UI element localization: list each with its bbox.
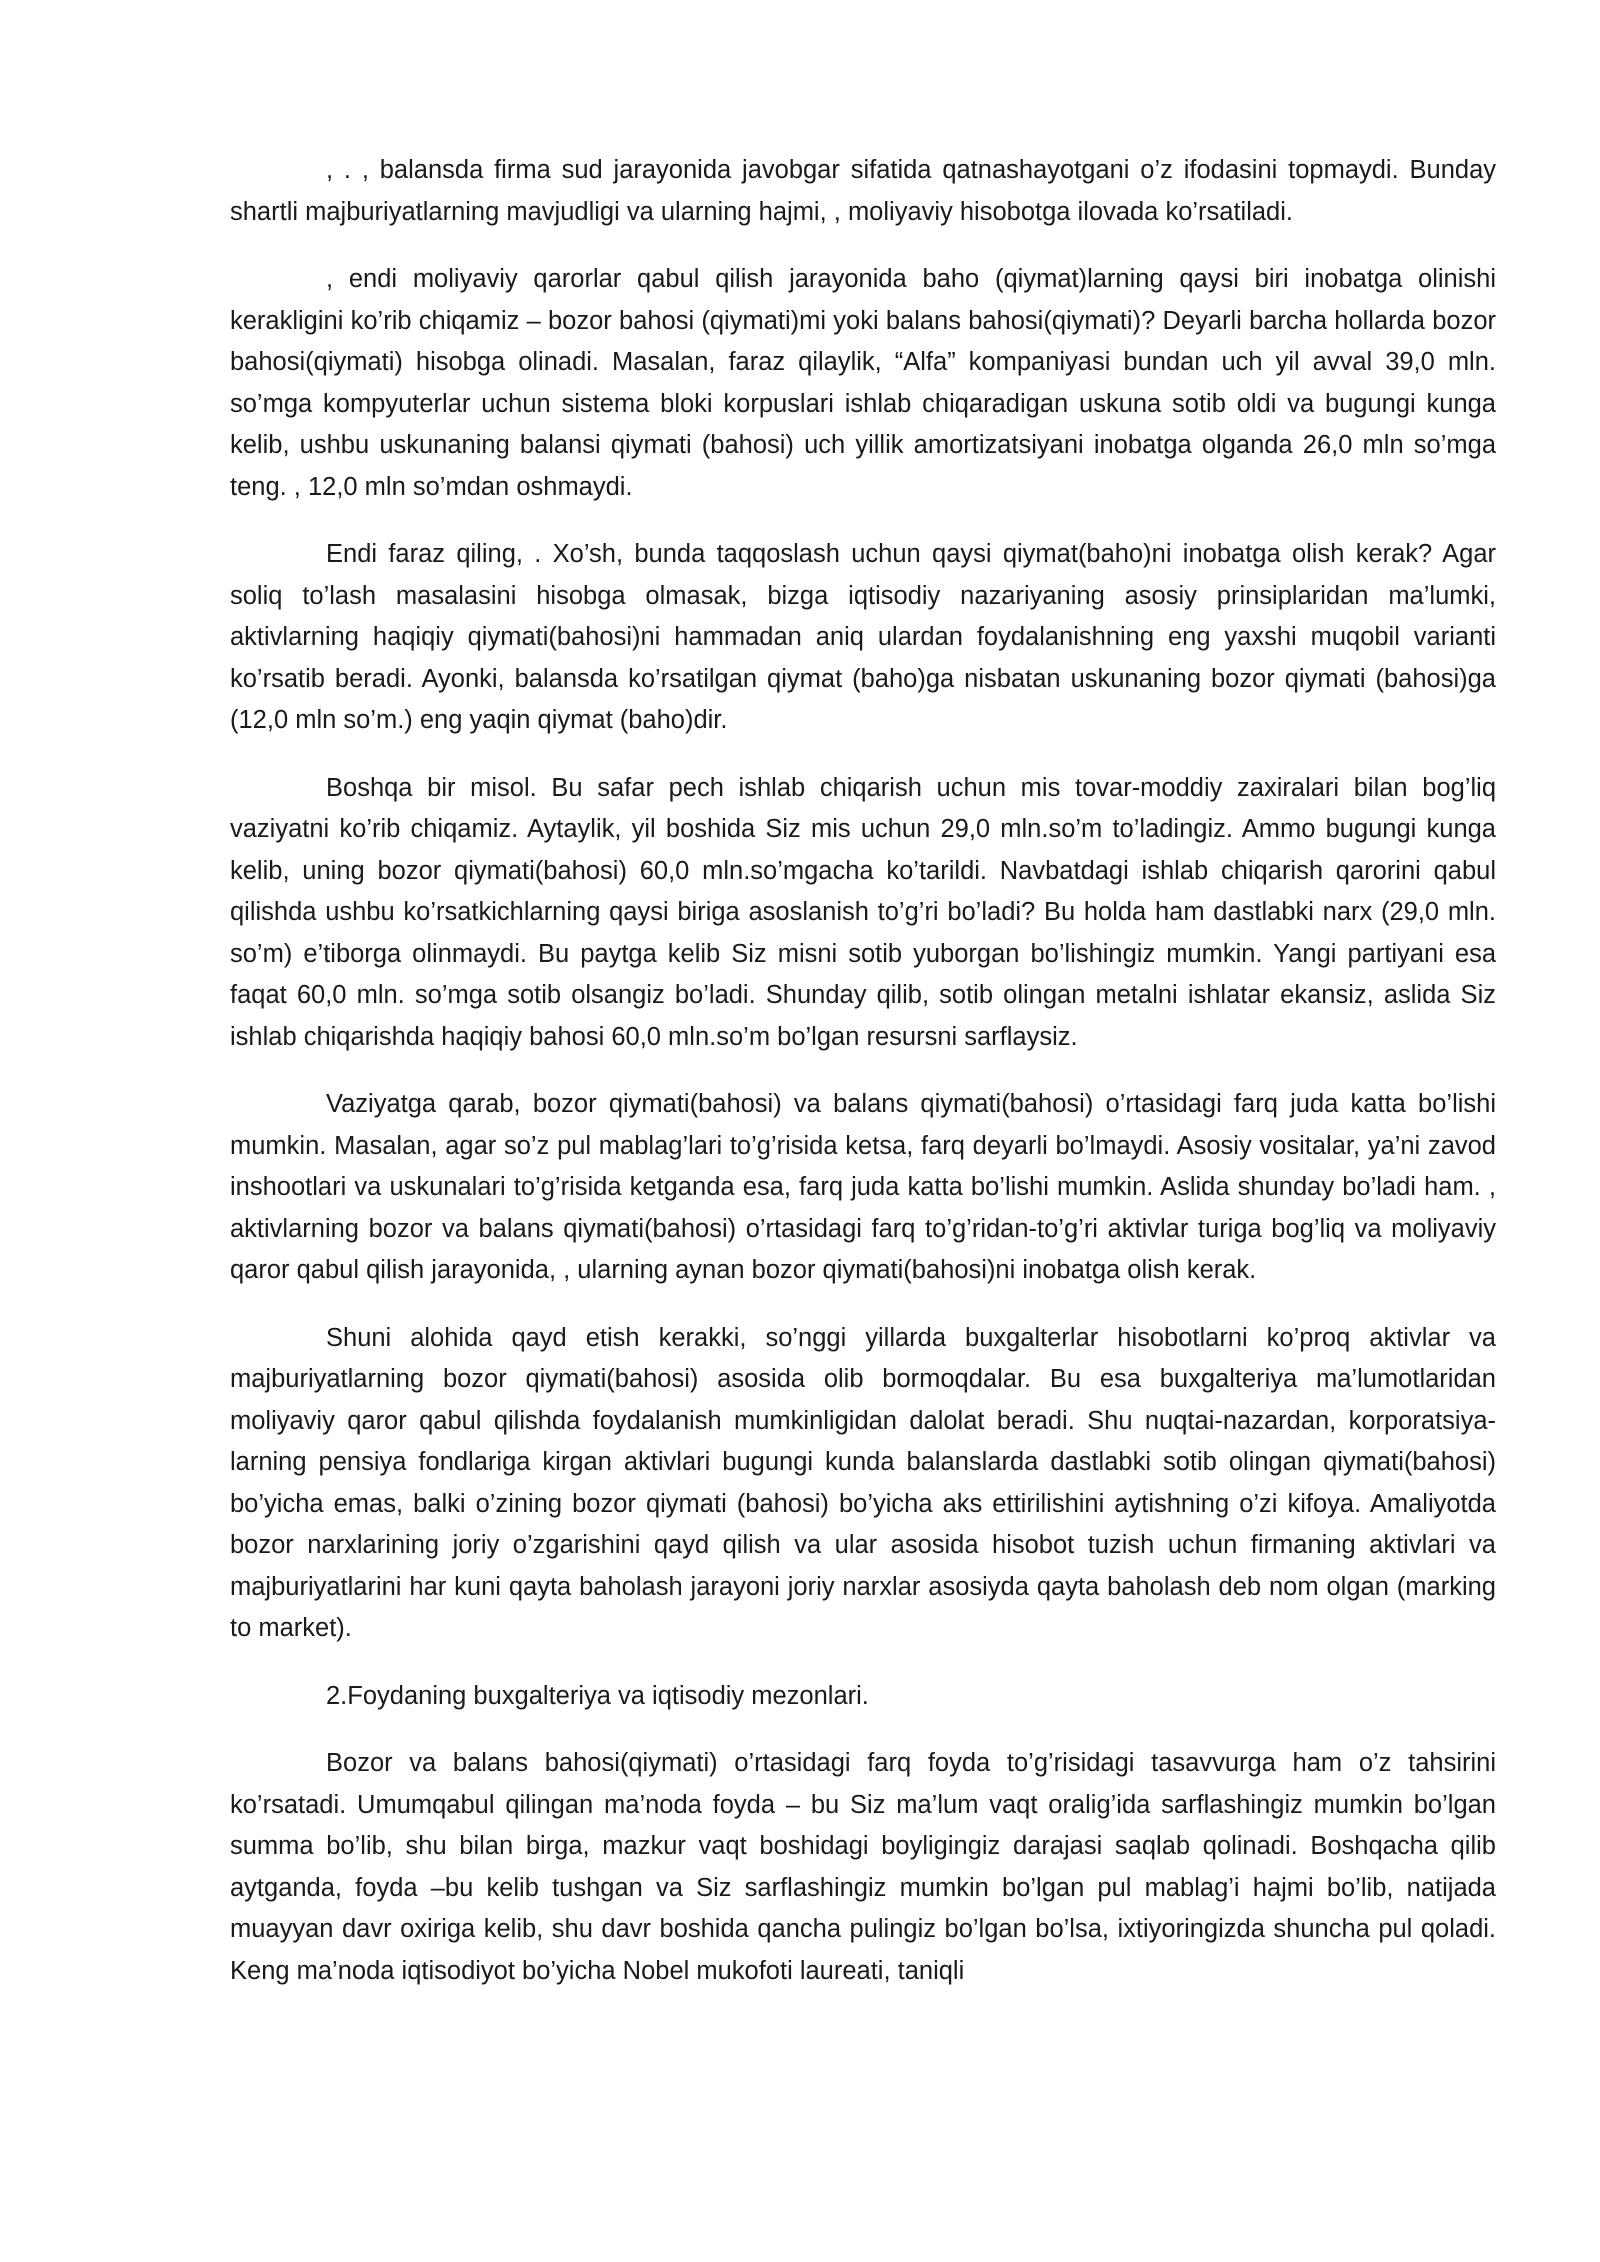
paragraph-6: Shuni alohida qayd etish kerakki, so’nggi yillarda buxgalterlar hisobotlarni ko’proq aktivlar va majburiyatlarning bozor qiymati(bahosi) asosida olib bormoqdalar. Bu esa buxgalteriya ma’lumotlaridan moliyaviy qaror qabul qilishda foydalanish mumkinligidan dalolat beradi. Shu nuqtai-nazardan, korporatsiya-larning pensiya fondlariga kirgan aktivlari bugungi kunda balanslarda dastlabki sotib olingan qiymati(bahosi) bo’yicha emas, balki o’zining bozor qiymati (bahosi) bo’yicha aks ettirilishini aytishning o’zi kifoya. Amaliyotda bozor narxlarining joriy o’zgarishini qayd qilish va ular asosida hisobot tuzish uchun firmaning aktivlari va majburiyatlarini har kuni qayta baholash jarayoni joriy narxlar asosiyda qayta baholash deb nom olgan (marking to market). <box>230 1323 1496 1642</box>
paragraph-final: Bozor va balans bahosi(qiymati) o’rtasidagi farq foyda to’g’risidagi tasavvurga ham o’z tahsirini ko’rsatadi. Umumqabul qilingan ma’noda foyda – bu Siz ma’lum vaqt oralig’ida sarflashingiz mumkin bo’lgan summa bo’lib, shu bilan birga, mazkur vaqt boshidagi boyligingiz darajasi saqlab qolinadi. Boshqacha qilib aytganda, foyda –bu kelib tushgan va Siz sarflashingiz mumkin bo’lgan pul mablag’i hajmi bo’lib, natijada muayyan davr oxiriga kelib, shu davr boshida qancha pulingiz bo’lgan bo’lsa, ixtiyoringizda shuncha pul qoladi. Keng ma’noda iqtisodiyot bo’yicha Nobel mukofoti laureati, taniqli <box>230 1749 1496 1985</box>
document-page <box>230 150 1496 2018</box>
paragraph-5: Vaziyatga qarab, bozor qiymati(bahosi) va balans qiymati(bahosi) o’rtasidagi farq juda katta bo’lishi mumkin. Masalan, agar so’z pul mablag’lari to’g’risida ketsa, farq deyarli bo’lmaydi. Asosiy vositalar, ya’ni zavod inshootlari va uskunalari to’g’risida ketganda esa, farq juda katta bo’lishi mumkin. Aslida shunday bo’ladi ham. , aktivlarning bozor va balans qiymati(bahosi) o’rtasidagi farq to’g’ridan-to’g’ri aktivlar turiga bog’liq va moliyaviy qaror qabul qilish jarayonida, , ularning aynan bozor qiymati(bahosi)ni inobatga olish kerak. <box>230 1090 1496 1284</box>
paragraph-3: Endi faraz qiling, . Xo’sh, bunda taqqoslash uchun qaysi qiymat(baho)ni inobatga olish kerak? Agar soliq to’lash masalasini hisobga olmasak, bizga iqtisodiy nazariyaning asosiy prinsiplaridan ma’lumki, aktivlarning haqiqiy qiymati(bahosi)ni hammadan aniq ulardan foydalanishning eng yaxshi muqobil varianti ko’rsatib beradi. Ayonki, balansda ko’rsatilgan qiymat (baho)ga nisbatan uskunaning bozor qiymati (bahosi)ga (12,0 mln so’m.) eng yaqin qiymat (baho)dir. <box>230 540 1496 734</box>
paragraph-4: Boshqa bir misol. Bu safar pech ishlab chiqarish uchun mis tovar-moddiy zaxiralari bilan bog’liq vaziyatni ko’rib chiqamiz. Aytaylik, yil boshida Siz mis uchun 29,0 mln.so’m to’ladingiz. Ammo bugungi kunga kelib, uning bozor qiymati(bahosi) 60,0 mln.so’mgacha ko’tarildi. Navbatdagi ishlab chiqarish qarorini qabul qilishda ushbu ko’rsatkichlarning qaysi biriga asoslanish to’g’ri bo’ladi? Bu holda ham dastlabki narx (29,0 mln. so’m) e’tiborga olinmaydi. Bu paytga kelib Siz misni sotib yuborgan bo’lishingiz mumkin. Yangi partiyani esa faqat 60,0 mln. so’mga sotib olsangiz bo’ladi. Shunday qilib, sotib olingan metalni ishlatar ekansiz, aslida Siz ishlab chiqarishda haqiqiy bahosi 60,0 mln.so’m bo’lgan resursni sarflaysiz. <box>230 773 1496 1051</box>
paragraph-1: , . , balansda firma sud jarayonida javobgar sifatida qatnashayotgani o’z ifodasini topmaydi. Bunday shartli majburiyatlarning mavjudligi va ularning hajmi, , moliyaviy hisobotga ilovada ko’rsatiladi. <box>230 156 1496 226</box>
section-heading: 2.Foydaning buxgalteriya va iqtisodiy mezonlari. <box>326 1681 869 1710</box>
paragraph-2: , endi moliyaviy qarorlar qabul qilish jarayonida baho (qiymat)larning qaysi biri inobatga olinishi kerakligini ko’rib chiqamiz – bozor bahosi (qiymati)mi yoki balans bahosi(qiymati)? Deyarli barcha hollarda bozor bahosi(qiymati) hisobga olinadi. Masalan, faraz qilaylik, “Alfa” kompaniyasi bundan uch yil avval 39,0 mln. so’mga kompyuterlar uchun sistema bloki korpuslari ishlab chiqaradigan uskuna sotib oldi va bugungi kunga kelib, ushbu uskunaning balansi qiymati (bahosi) uch yillik amortizatsiyani inobatga olganda 26,0 mln so’mga teng. , 12,0 mln so’mdan oshmaydi. <box>230 265 1496 501</box>
